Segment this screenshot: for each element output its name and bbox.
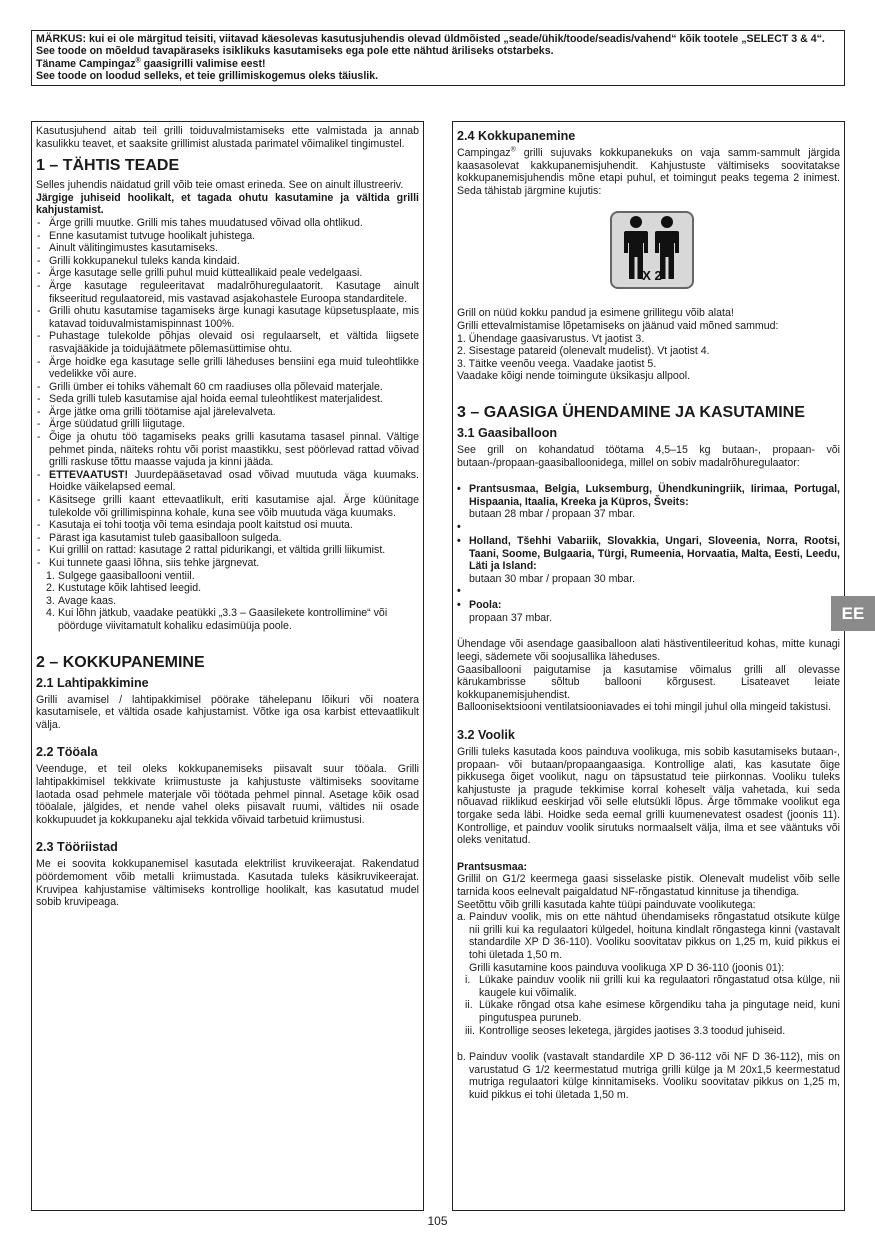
line: 3. Täitke veenõu veega. Vaadake jaotist 5. xyxy=(457,357,657,370)
notice-line: See toode on loodud selleks, et teie grillimiskogemus oleks täiuslik. xyxy=(36,69,379,82)
roman-item: iii. Kontrollige seoses leketega, järgides jaotises 3.3 toodud juhiseid. xyxy=(465,1024,786,1037)
list-item: - Enne kasutamist tutvuge hoolikalt juhistega. xyxy=(36,230,419,243)
list-item: - Ainult välitingimustes kasutamiseks. xyxy=(36,242,419,255)
subsection-heading: 2.4 Kokkupanemine xyxy=(457,129,576,143)
list-item: - Kasutaja ei tohi tootja või tema esindaja poolt kaitstud osi muuta. xyxy=(36,519,419,532)
section-heading: 1 – TÄHTIS TEADE xyxy=(36,157,180,175)
paragraph: Seetõttu võib grilli kasutada kahte tüüpi painduvate voolikutega: xyxy=(457,898,756,911)
spacer xyxy=(457,585,840,599)
gas-smell-steps xyxy=(36,570,419,633)
right-column xyxy=(452,121,845,1211)
paragraph: Grilli tuleks kasutada koos painduva voolikuga, mis sobib kasutamiseks butaan-, propaan- või butaan/propaangaasiga. Kontrollige alati, kas kasutate õige pikkusega õiget voolikut, nagu on täpsustatud teie piirkonnas. Vooliku tuleks kahjustuste ja pragude tekkimise korral koheselt välja vahetada, kui seda nõuavad riiklikud eeskirjad või selle elutsükli lõpus. Ärge tõmmake voolikut ega torgake seda läbi. Hoidke seda eemal grilli kuumenevatest osadest (joonis 11). Kontrollige, et painduv voolik sirutuks normaalselt välja, ilma et see vääntuks või oleks venitatud. xyxy=(457,746,840,847)
paragraph: Selles juhendis näidatud grill võib teie omast erineda. See on ainult illustreeriv. xyxy=(36,179,404,192)
country-item: • Poola: propaan 37 mbar. xyxy=(457,599,840,624)
paragraph: Balloonisektsiooni ventilatsiooniavades ei tohi mingil juhul olla mingeid takistusi. xyxy=(457,701,831,714)
list-item: - Kui tunnete gaasi lõhna, siis tehke järgnevat. xyxy=(36,557,419,570)
subsection-heading: 3.1 Gaasiballoon xyxy=(457,425,558,440)
paragraph: Grillil on G1/2 keermega gaasi sisselaske pistik. Olenevalt mudelist võib selle tarnida koos eelnevalt paigaldatud NF-rõngastatud kinnituse ja tihendiga. xyxy=(457,873,840,898)
roman-item: ii. Lükake rõngad otsa kahe esimese kõrgendiku taha ja pingutage neid, kuni pingutuspea puruneb. xyxy=(465,999,840,1024)
list-item: - Puhastage tulekolde põhjas olevaid osi regulaarselt, et vältida liigsete rasvajääkide ja toidujäätmete põlemasüttimise ohtu. xyxy=(36,330,419,355)
paragraph-bold: Järgige juhiseid hoolikalt, et tagada ohutu kasutamine ja vältida grilli kahjustamist. xyxy=(36,191,419,217)
paragraph: Gaasiballooni paigutamise ja kasutamise võimalus grilli all olevasse kärukambrisse sõltub ballooni kõrgusest. Lisateavet leiate kokkupanemisjuhendist. xyxy=(457,663,840,701)
warning-item: - ETTEVAATUST! Juurdepääsetavad osad võivad muutuda väga kuumaks. Hoidke väikelapsed eemal. xyxy=(36,469,419,494)
left-column xyxy=(31,121,424,1211)
paragraph: Grilli avamisel / lahtipakkimisel pöörake tähelepanu lõikuri või noatera kasutamisele, et vältida osade kahjustamist. Võtke iga osa karbist ettevaatlikult välja. xyxy=(36,693,419,731)
step-item: 3. Avage kaas. xyxy=(46,594,117,607)
list-item: - Pärast iga kasutamist tuleb gaasiballoon sulgeda. xyxy=(36,532,419,545)
notice-line: See toode on mõeldud tavapäraseks isiklikuks kasutamiseks ega pole ette nähtud äriliseks otstarbeks. xyxy=(36,45,554,58)
list-item: - Kui grillil on rattad: kasutage 2 rattal pidurikangi, et vältida grilli liikumist. xyxy=(36,544,419,557)
list-item: - Ärge grilli muutke. Grilli mis tahes muudatused võivad olla ohtlikud. xyxy=(36,217,419,230)
step-item: 2. Kustutage kõik lahtised leegid. xyxy=(46,582,202,595)
list-item: - Ärge kasutage reguleeritavat madalrõhuregulaatorit. Kasutage ainult fikseeritud regulaatoreid, mis vastavad asjakohastele Euroopa standarditele. xyxy=(36,280,419,305)
list-item: - Seda grilli tuleb kasutamise ajal hoida eemal tuleohtlikest materjalidest. xyxy=(36,393,419,406)
two-persons-icon xyxy=(610,211,694,289)
paragraph: Veenduge, et teil oleks kokkupanemiseks piisavalt suur tööala. Grilli lahtipakkimisel tekkivate kriimustuste ja kahjustuste vältimiseks soovitame laotada osad pehmele materjale või töötada pehmel pinnal. Asetage kõik osad tööalale, jälgides, et nende vahel oleks piisavalt ruumi, vältides nii osade kokkupuudet ja kokkupaneku ajal tekkida võivaid tarbetuid kriimustusi. xyxy=(36,763,419,826)
country-item: • Holland, Tšehhi Vabariik, Slovakkia, Ungari, Sloveenia, Norra, Rootsi, Taani, Soome, Bulgaaria, Türgi, Rumeenia, Horvaatia, Malta, Eesti, Leedu, Läti ja Island: butaan 30 mbar / propaan 30 mbar. xyxy=(457,535,840,585)
list-item: - Ärge hoidke ega kasutage selle grilli läheduses bensiini ega muid tuleohtlikke vedelikke või aure. xyxy=(36,356,419,381)
two-person-figure xyxy=(457,197,840,307)
list-item: - Ärge süüdatud grilli liigutage. xyxy=(36,418,419,431)
notice-line: Täname Campingaz® gaasigrilli valimise eest! xyxy=(36,57,266,70)
subsection-heading: 2.3 Tööriistad xyxy=(36,840,118,855)
list-item: - Grilli kokkupanekul tuleks kanda kindaid. xyxy=(36,255,419,268)
paragraph: Ühendage või asendage gaasiballoon alati hästiventileeritud kohas, mitte kunagi leegi, sädemete või soojusallika läheduses. xyxy=(457,638,840,664)
line: Grilli ettevalmistamise lõpetamiseks on jäänud vaid mõned sammud: xyxy=(457,319,779,332)
subsection-heading: 2.2 Tööala xyxy=(36,745,98,760)
country-list xyxy=(457,483,840,624)
spacer xyxy=(457,521,840,535)
list-item: - Ärge jätke oma grilli töötamise ajal järelevalveta. xyxy=(36,406,419,419)
step-item: 4. Kui lõhn jätkub, vaadake peatükki „3.3 – Gaasilekete kontrollimine“ või pöörduge viivitamatult kohaliku edasimüüja poole. xyxy=(46,607,388,632)
list-item: - Õige ja ohutu töö tagamiseks peaks grilli kasutama tasasel pinnal. Vältige pehmet pinda, näiteks rohtu või porist maastikku, sest pöörlevad rattad võivad grilli raskuse tõttu maasse vajuda ja kinni jääda. xyxy=(36,431,419,469)
paragraph: See grill on kohandatud töötama 4,5–15 kg butaan-, propaan- või butaan-/propaan-gaasiballoonidega, millel on sobiv madalrõhuregulaator: xyxy=(457,443,840,469)
subsection-heading: 2.1 Lahtipakkimine xyxy=(36,675,149,690)
language-tab: EE xyxy=(831,596,875,631)
line: 1. Ühendage gaasivarustus. Vt jaotist 3. xyxy=(457,332,645,345)
intro-paragraph: Kasutusjuhend aitab teil grilli toiduvalmistamiseks ette valmistada ja annab kasulikku teavet, et saaksite grillimist alustada parimatel võimalikel tingimustel. xyxy=(36,125,419,150)
subsection-heading: 3.2 Voolik xyxy=(457,728,515,743)
paragraph: Me ei soovita kokkupanemisel kasutada elektrilist kruvikeerajat. Rakendatud pöördemoment võib metalli kriimustada. Kasutada tuleks käsikruvikeerajat. Kruvipea kahjustamise vältimiseks kontrollige hoolikalt, kas kasutatud mudel sobib kruvipeaga. xyxy=(36,858,419,909)
section-heading: 3 – GAASIGA ÜHENDAMINE JA KASUTAMINE xyxy=(457,403,805,421)
line: Vaadake kõigi nende toimingute üksikasju allpool. xyxy=(457,370,691,383)
list-item: - Käsitsege grilli kaant ettevaatlikult, eriti kasutamise ajal. Ärge küünitage tulekolde või grillimispinna kohale, kuna see võib muutuda väga kuumaks. xyxy=(36,494,419,519)
figure-label: X 2 xyxy=(642,268,662,284)
hose-option-a: a. Painduv voolik, mis on ette nähtud ühendamiseks rõngastatud otsikute külge nii grilli kui ka regulaatori külgedel, hoituna kindlalt rõngastega kinni (vastavalt standardile XP D 36-110). Vooliku soovitatav pikkus on 1,25 m, kuid pikkus ei tohi ületada 1,50 m. Grilli kasutamine koos painduva voolikuga XP D 36-110 (joonis 01): xyxy=(457,911,840,974)
step-item: 1. Sulgege gaasiballooni ventiil. xyxy=(46,569,195,582)
hose-option-b: b. Painduv voolik (vastavalt standardile XP D 36-112 või NF D 36-112), mis on varustatud G 1/2 keermestatud mutriga grilli külge ja M 20x1,5 keermestatud mutriga regulaatori külge kinnitamiseks. Vooliku soovitatav pikkus on 1,25 m, kuid pikkus ei tohi ületada 1,50 m. xyxy=(457,1051,840,1101)
page-number: 105 xyxy=(427,1214,448,1228)
list-item: - Grilli ümber ei tohiks vähemalt 60 cm raadiuses olla põlevaid materjale. xyxy=(36,381,419,394)
list-item: - Ärge kasutage selle grilli puhul muid kütteallikaid peale vedelgaasi. xyxy=(36,267,419,280)
notice-line: MÄRKUS: kui ei ole märgitud teisiti, viitavad käesolevas kasutusjuhendis olevad üldmõisted „seade/ühik/toode/seadis/vahend“ kõik tootele „SELECT 3 & 4“. xyxy=(36,33,825,45)
country-heading: Prantsusmaa: xyxy=(457,860,528,873)
line: Grill on nüüd kokku pandud ja esimene grillitegu võib alata! xyxy=(457,307,734,320)
list-item: - Grilli ohutu kasutamise tagamiseks ärge kunagi kasutage küpsetusplaate, mis katavad toiduvalmistamispinnast 100%. xyxy=(36,305,419,330)
section-heading: 2 – KOKKUPANEMINE xyxy=(36,653,205,671)
roman-item: i. Lükake painduv voolik nii grilli kui ka regulaatori rõngastatud otsa külge, nii kaugele kui võimalik. xyxy=(465,974,840,999)
line: 2. Sisestage patareid (olenevalt mudelist). Vt jaotist 4. xyxy=(457,345,710,358)
country-item: • Prantsusmaa, Belgia, Luksemburg, Ühendkuningriik, Iirimaa, Portugal, Hispaania, Itaalia, Kreeka ja Küpros, Šveits: butaan 28 mbar / propaan 37 mbar. xyxy=(457,483,840,521)
paragraph: Campingaz® grilli sujuvaks kokkupanekuks on vaja samm-sammult järgida kaasasolevat kakkupanemisjuhendit. Kahjustuste vältimiseks soovitatakse kokkupanemisjuhendis mõne etapi puhul, et toimingut peaks tegema 2 inimest. Seda tähistab järgmine kujutis: xyxy=(457,146,840,197)
notice-box xyxy=(31,30,845,86)
safety-list xyxy=(36,217,419,570)
